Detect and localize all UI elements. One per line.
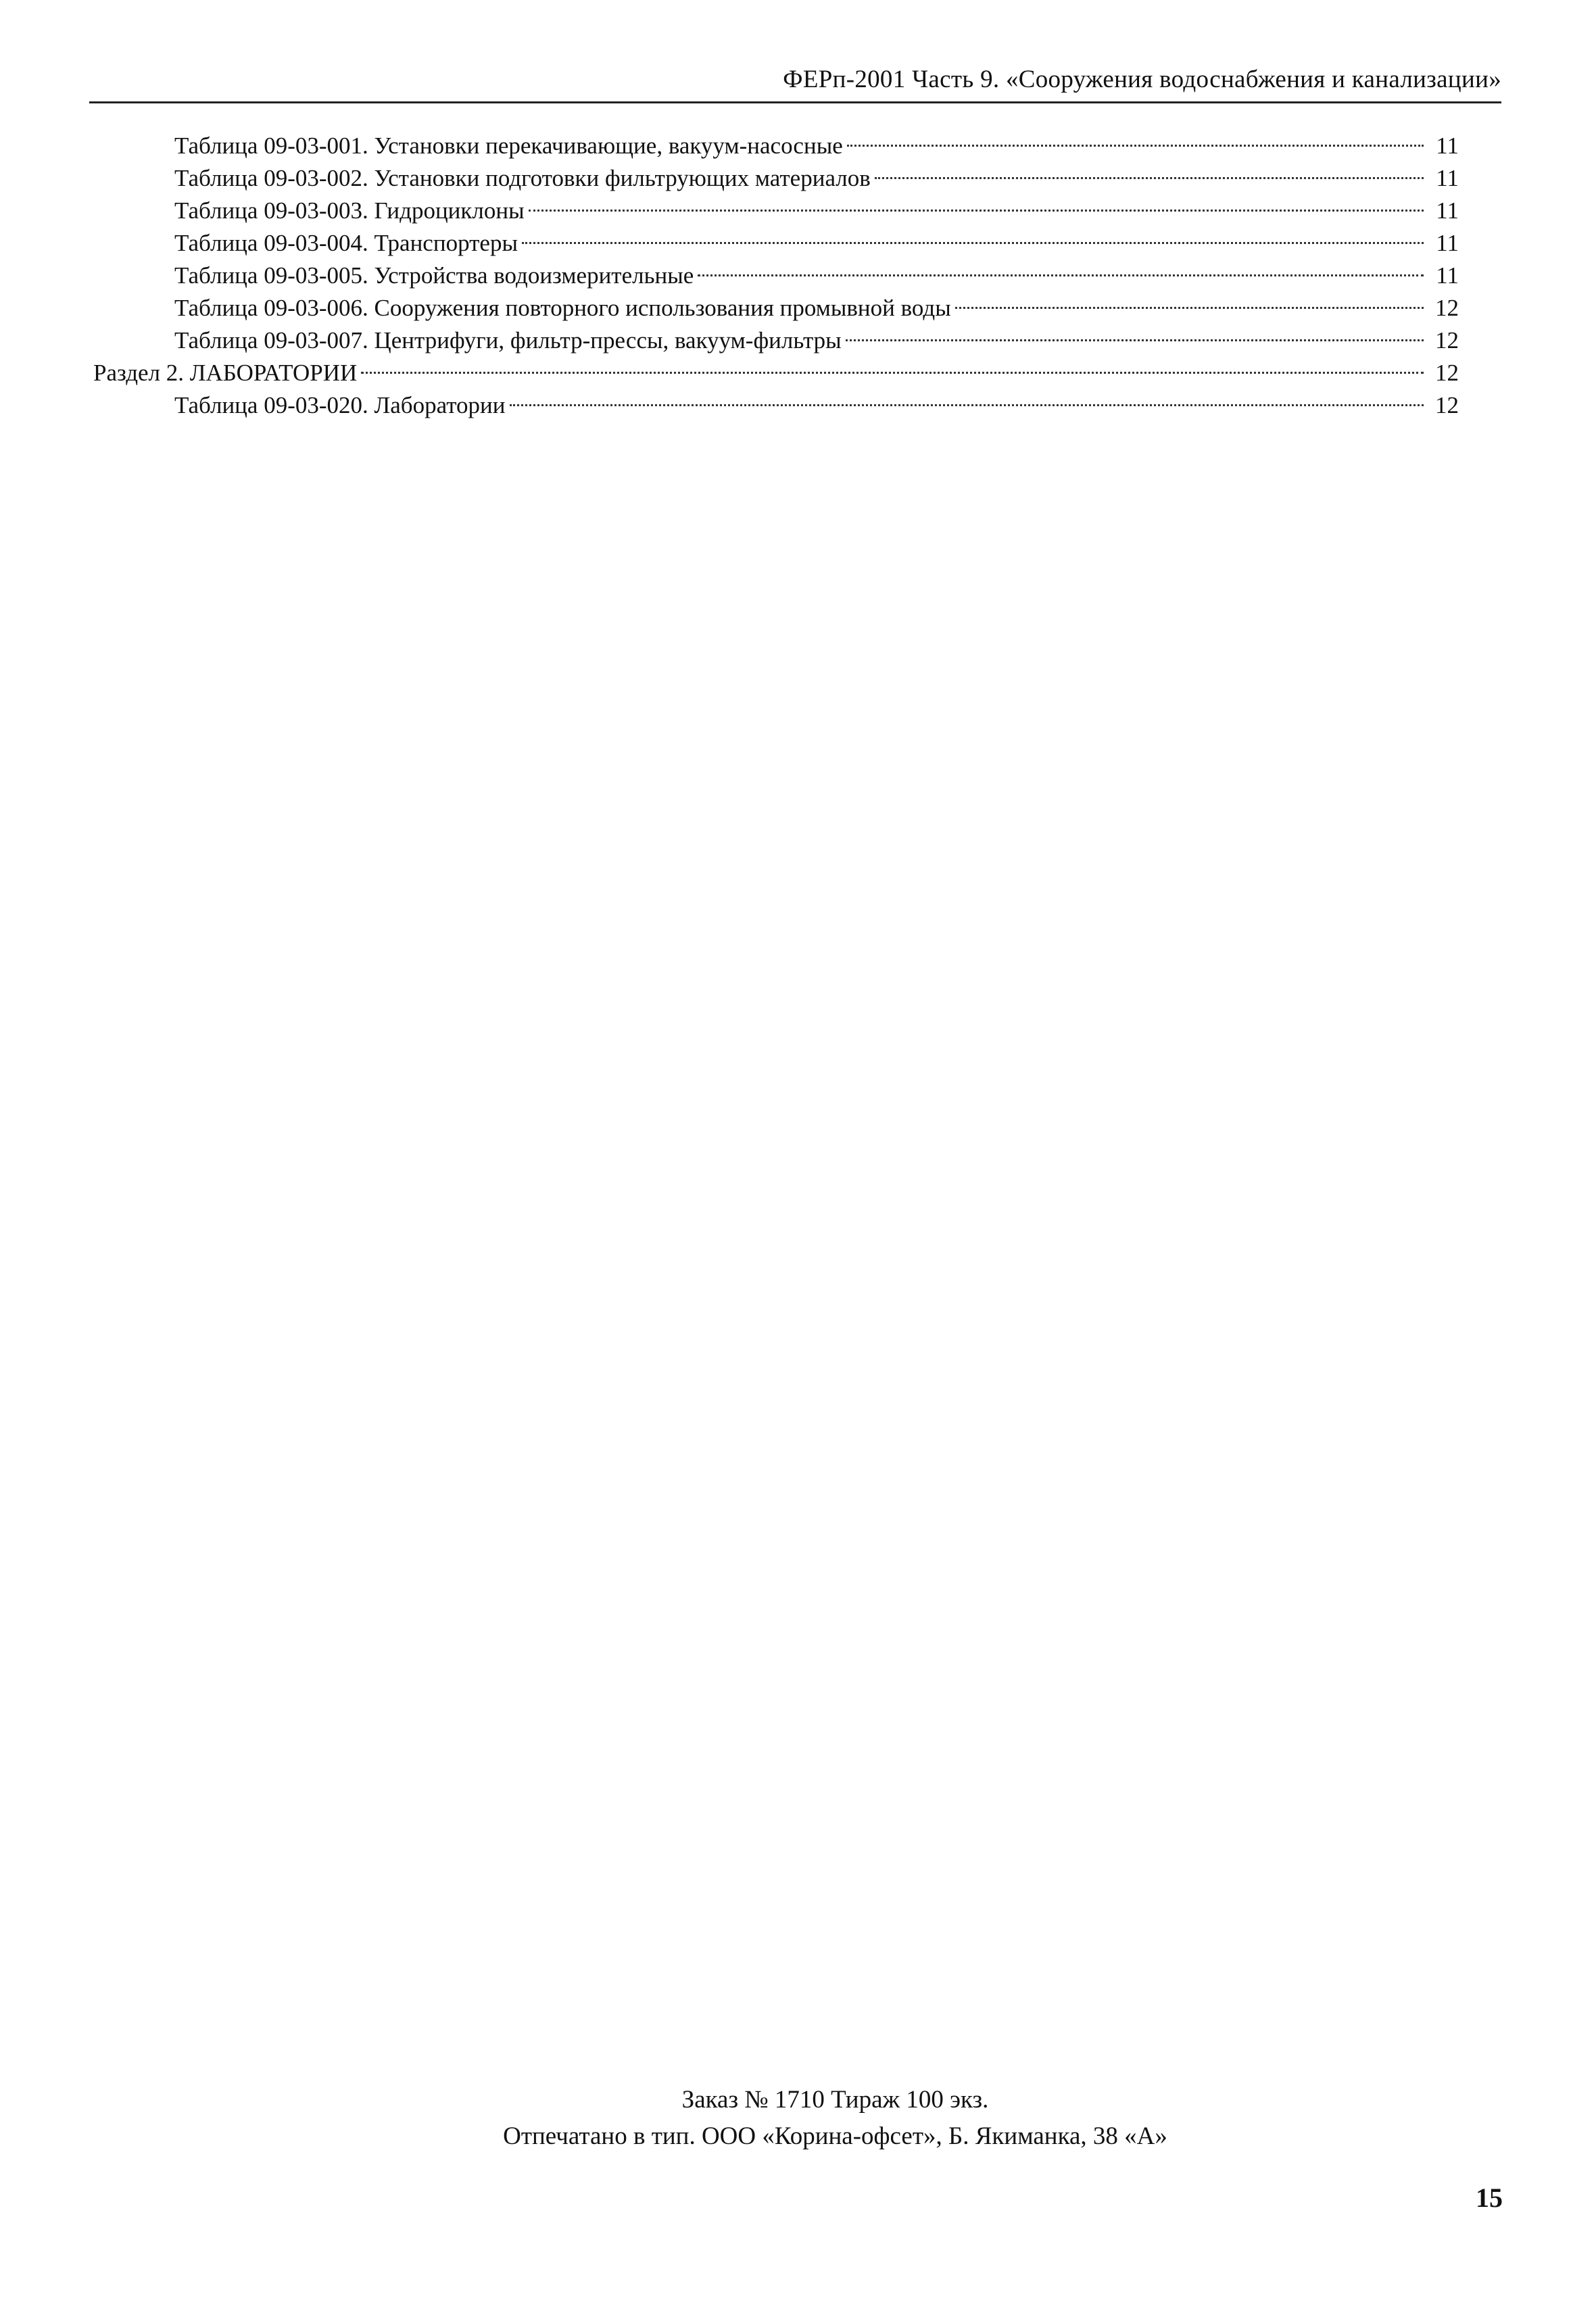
toc-entry[interactable] — [174, 389, 1459, 422]
running-header: ФЕРп-2001 Часть 9. «Сооружения водоснабжения и канализации» — [783, 66, 1501, 93]
toc-section-entry[interactable] — [93, 357, 1459, 389]
toc-entry-page: 11 — [1436, 132, 1459, 159]
toc-entry-title: Таблица 09-03-003. Гидроциклоны — [174, 197, 525, 224]
toc-dot-leader — [522, 242, 1424, 244]
toc-dot-leader — [698, 274, 1424, 276]
toc-entry[interactable] — [174, 195, 1459, 227]
toc-entry-title: Таблица 09-03-001. Установки перекачивающие, вакуум-насосные — [174, 132, 843, 159]
toc-entry-title: Таблица 09-03-002. Установки подготовки фильтрующих материалов — [174, 165, 871, 191]
toc-entry-page: 11 — [1436, 230, 1459, 256]
toc-entry[interactable] — [174, 292, 1459, 324]
toc-entry-page: 12 — [1435, 360, 1459, 386]
toc-dot-leader — [875, 177, 1424, 179]
toc-entry-page: 12 — [1435, 392, 1459, 418]
toc-entry-title: Таблица 09-03-006. Сооружения повторного использования промывной воды — [174, 295, 951, 321]
toc-dot-leader — [847, 145, 1424, 147]
toc-entry-title: Таблица 09-03-007. Центрифуги, фильтр-прессы, вакуум-фильтры — [174, 327, 842, 354]
toc-dot-leader — [361, 372, 1424, 374]
toc-dot-leader — [510, 404, 1424, 406]
toc-entry-page: 12 — [1435, 327, 1459, 354]
toc-entry-title: Таблица 09-03-020. Лаборатории — [174, 392, 506, 418]
header-rule — [89, 101, 1501, 103]
toc-entry-page: 11 — [1436, 262, 1459, 289]
toc-entry[interactable] — [174, 227, 1459, 260]
toc-entry-title: Таблица 09-03-005. Устройства водоизмерительные — [174, 262, 694, 289]
toc-entry-title: Таблица 09-03-004. Транспортеры — [174, 230, 518, 256]
colophon-printer: Отпечатано в тип. ООО «Корина-офсет», Б. Якиманка, 38 «А» — [503, 2122, 1167, 2150]
page-number: 15 — [1476, 2183, 1503, 2213]
toc-dot-leader — [846, 339, 1424, 341]
toc-entry[interactable] — [174, 324, 1459, 357]
toc-entry[interactable] — [174, 130, 1459, 162]
toc-entry-page: 11 — [1436, 197, 1459, 224]
toc-entry-page: 12 — [1435, 295, 1459, 321]
toc-entry-page: 11 — [1436, 165, 1459, 191]
toc-entry[interactable] — [174, 162, 1459, 195]
toc-entry-title: Раздел 2. ЛАБОРАТОРИИ — [93, 360, 358, 386]
toc-dot-leader — [955, 307, 1424, 309]
toc-dot-leader — [529, 210, 1424, 212]
toc-entry[interactable] — [174, 260, 1459, 292]
colophon-order: Заказ № 1710 Тираж 100 экз. — [681, 2086, 989, 2114]
